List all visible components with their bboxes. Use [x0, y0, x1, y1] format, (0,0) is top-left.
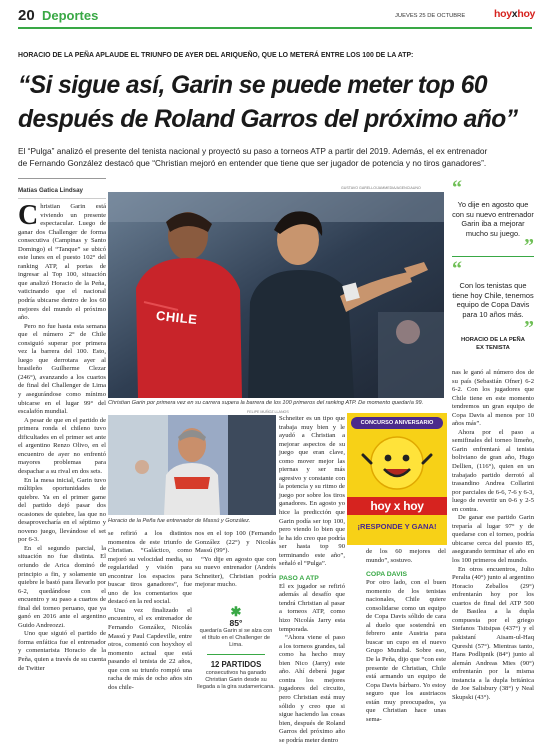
header-rule [18, 27, 532, 29]
paragraph: Ahora por el paso a semifinales del torneo limeño, Garin enfrentará al tenista boliviano de gran año, Hugo Dellien, (116°), quien en un trabajado partido derrotó al trasandino Andrea Collarini por parciales de 6-6, 7-6 y 6-3, luego de revertir un 0-6 y 2-5 en contra. [452, 428, 534, 513]
body-column-2 [108, 530, 192, 708]
quote-close-icon: ” [524, 235, 534, 258]
quote-open-icon: “ [452, 258, 462, 281]
promo-brand: hoy x hoy [347, 497, 447, 515]
paragraph: En la mesa inicial, Garin tuvo múltiples oportunidades de quiebre. Ya en el primer game del partido dejó pasar dos ocasiones de quiebre, las que no desaprovecharía en el séptimo y noveno juego, llevándose el set por 6-3. [18, 476, 106, 544]
lead-line2: de Fernando González destacó que “Christian mejoró en entender que tiene que ser jugador de potencia y no tiros ganadores”. [18, 158, 487, 168]
stat-box-12 [197, 660, 275, 700]
promo-box[interactable] [347, 413, 447, 545]
paragraph: nos en el top 100 (Fernando González (22°) y Nicolás Massú (99°). [195, 530, 276, 555]
small-photo-caption: Horacio de la Peña fue entrenador de Massú y González. [108, 518, 251, 524]
paragraph: A pesar de que en el partido de primera ronda el chileno tuvo dificultades en el primer set ante el argentino Renzo Olivo, en el encuentro de ayer no enfrentó mayores problemas para despachar a su rival en dos sets. [18, 416, 106, 475]
paragraph: de los 60 mejores del mundo”, sostuvo. [366, 548, 446, 564]
quote-attribution: HORACIO DE LA PEÑA [461, 336, 525, 343]
dropcap: C [18, 200, 39, 231]
body-column-5 [366, 548, 446, 723]
stat-text: consecutivos ha ganado Christian Garin desde su llegada a la gira sudamericana. [197, 670, 275, 690]
paragraph: Schneiter es un tipo que trabaja muy bien y le ayudó a Christian a mejorar aspectos de su juego que eran clave, como mover mejor las piernas y ser más agresivo y constante con la potencia y su ritmo de juego por sobre los tiros ganadores. En agosto yo hice la predicción que Garin podía ser top 100, pero viendo lo bien que le ha ido creo que podría ser hasta top 90 terminando este año”, señaló el “Pulga”. [279, 415, 345, 568]
smiley-icon [357, 433, 437, 493]
byline-rule [18, 178, 106, 179]
stat-text: quedaría Garin si se alza con el título en el Challenger de Lima. [199, 628, 273, 648]
promo-badge: CONCURSO ANIVERSARIO [351, 417, 443, 429]
paragraph: hristian Garin está viviendo un presente espectacular. Luego de ganar dos Challenger de forma consecutiva (Campinas y Santo Domingo) el “Tanque” se ubicó este lunes en el puesto 102° del ranking ATP, al portas de ingresar al Top 100, situación que analizó Horacio de la Peña, vaticinando que el nacional podría ubicarse dentro de los 60 mejores del mundo el próximo año. [18, 203, 106, 322]
subhead-copa-davis: COPA DAVIS [366, 571, 408, 579]
section-label: Deportes [42, 8, 99, 23]
paragraph: De ganar ese partido Garin treparía al lugar 97° y de quedarse con el torneo, podría ubicarse cerca del puesto 85, asegurando terminar el año en los 100 primeros del mundo. [452, 514, 534, 565]
small-photo [108, 415, 276, 515]
photo-credit: GUSTAVO GARELLO/JAMMEDIA/AGENCIAUNO [341, 186, 421, 190]
paragraph: se refirió a los distintos momentos de este triunfo de Christian. “Galáctico, como mejoró su velocidad media, su regularidad y visión para encontrar los espacios para buscar tiros ganadores”, fue uno de los comentarios que destacó en la red social. [108, 530, 192, 606]
pull-quote-2: Con los tenistas que tiene hoy Chile, tenemos equipo de Copa Davis para 10 años más. [452, 281, 534, 319]
kicker: HORACIO DE LA PEÑA APLAUDE EL TRIUNFO DE AYER DEL ARIQUEÑO, QUE LO METERÁ ENTRE LOS 100 DE LA ATP: [18, 52, 414, 59]
body-column-4 [279, 415, 345, 744]
de-la-pena-photo [108, 415, 276, 515]
stat-box-85 [197, 606, 275, 646]
quote-attribution-role: EX TENISTA [476, 344, 510, 351]
quote-open-icon: “ [452, 177, 462, 199]
body-column-1 [18, 200, 106, 708]
paragraph: “Ahora viene el paso a los torneos grandes, tal como ha hecho muy bien Nico (Jarry) este año. Ahí deberá jugar contra los mejores jugadores del circuito, pero Christian está muy sólido y creo que si sigue haciendo las cosas bien, después de Roland Garros del próximo año se podría meter dentro [279, 634, 345, 744]
quote-close-icon: ” [524, 316, 534, 339]
byline-rule-bottom [18, 198, 106, 199]
body-column-6 [452, 369, 534, 709]
paragraph: Una vez finalizado el encuentro, el ex entrenador de Fernando González, Nicolás Massú y Paul Capdeville, entre otros, comentó con hoyxhoy el momento actual que está pasando el tenista de 22 años, que con su triunfo rompió una racha de más de ocho años sin dos chile- [108, 606, 192, 691]
asterisk-icon: ✱ [230, 604, 242, 619]
small-photo-credit: FELIPE MUÑOZ LLANOS [247, 410, 289, 414]
shirt-text: CHILE [155, 307, 199, 328]
lead-line1: El “Pulga” analizó el presente del tenista nacional y proyectó su paso a torneos ATP a partir del 2019. Además, el ex entrenador [18, 146, 488, 156]
page-number: 20 [18, 7, 35, 24]
headline-line1: “Si sigue así, Garin se puede meter top 60 [18, 72, 487, 99]
paragraph: “Yo dije en agosto que con su nuevo entrenador (Andrés Schneiter), Christian podría mejorar mucho. [195, 555, 276, 589]
sidebar-quotes [452, 177, 534, 360]
paragraph: Pero no fue hasta esta semana que el número 2° de Chile consiguió superar por primera vez la barrera del 100. Esto, luego que derrotara ayer al brasileño Guilherme Clezar (246°), avanzando a los cuartos de final del Challenger de Lima y asegurándose como mínimo ubicarse en el lugar 99° del escalafón mundial. [18, 322, 106, 416]
main-photo [108, 192, 444, 398]
headline-line2: después de Roland Garros del próximo año” [18, 106, 518, 133]
garin-photo [108, 192, 444, 398]
paragraph: nas le ganó al número dos de su país (Sebastián Ofner) 6-2 6-2. Con los jugadores que Chile tiene en este momento tendremos un gran equipo de Copa Davis al menos por 10 años más”. [452, 369, 534, 428]
brand-logo: hoyxhoy [494, 8, 536, 20]
pull-quote-1: Yo dije en agosto que con su nuevo entrenador Garin iba a mejorar mucho su juego. [452, 200, 534, 238]
stat-number: 12 PARTIDOS [210, 660, 262, 669]
paragraph: Uno que siguió el partido de forma enfática fue el entrenador y comentarista Horacio de la Peña, quien a través de su cuenta de Twitter [18, 630, 106, 672]
sidebar-divider [452, 256, 534, 257]
issue-date: JUEVES 25 DE OCTUBRE [395, 13, 466, 19]
paragraph: En el segundo parcial, la situación no fue distinta. El oriundo de Arica dominó de principio a fin, y solamente un quiebre le bastó para llevarlo por 6-2, quedándose con el encuentro y su paso a cuartos de final del torneo peruano, que ya ganó en 2016 ante el argentino Guido Andreozzi. [18, 544, 106, 629]
paragraph: En otros encuentros, Julio Peralta (40°) junto al argentino Horacio Zeballos (29°) enfrentarán hoy por los cuartos de final del ATP 500 de Basilea a la dupla compuesta por el griego Stefanos Tsitsipas (437°) y el pakistaní Aisam-ul-Haq Qureshi (57°). Mientras tanto, Hans Podlipnik (84°) junto al alemán Andreas Mies (90°) enfrentarán por la misma instancia a la dupla británica de Joe Salisbury (38°) y Neal Skupski (43°). [452, 565, 534, 701]
main-photo-caption: Christian Garin por primera vez en su carrera supera la barrera de los 100 primeros del ranking ATP. De momento quedaría 99. [108, 400, 424, 406]
paragraph: Por otro lado, con el buen momento de los tenistas nacionales, Chile quiere consolidarse como un equipo de Copa Davis sólido de cara al duelo que sostendrá en febrero ante Austria para buscar un cupo en el nuevo Grupo Mundial. Sobre eso, De la Peña, dijo que “con este presente de Christian, Chile está armando un equipo de Copa Davis bárbaro. Yo estoy seguro que los austriacos están muy preocupados, ya que Christian hace unas sema- [366, 579, 446, 723]
subhead-paso-atp: PASO A ATP [279, 574, 319, 582]
paragraph: El ex jugador se refirió además al desafío que tendrá Christian al pasar a torneos ATP, como hizo Nicolás Jarry esta temporada. [279, 582, 345, 633]
body-column-3 [195, 530, 276, 604]
stat-divider [207, 654, 265, 655]
byline: Matías Gatica Lindsay [18, 187, 83, 194]
stat-number: 85° [229, 618, 243, 628]
promo-cta[interactable]: ¡RESPONDE Y GANA! [357, 522, 437, 531]
